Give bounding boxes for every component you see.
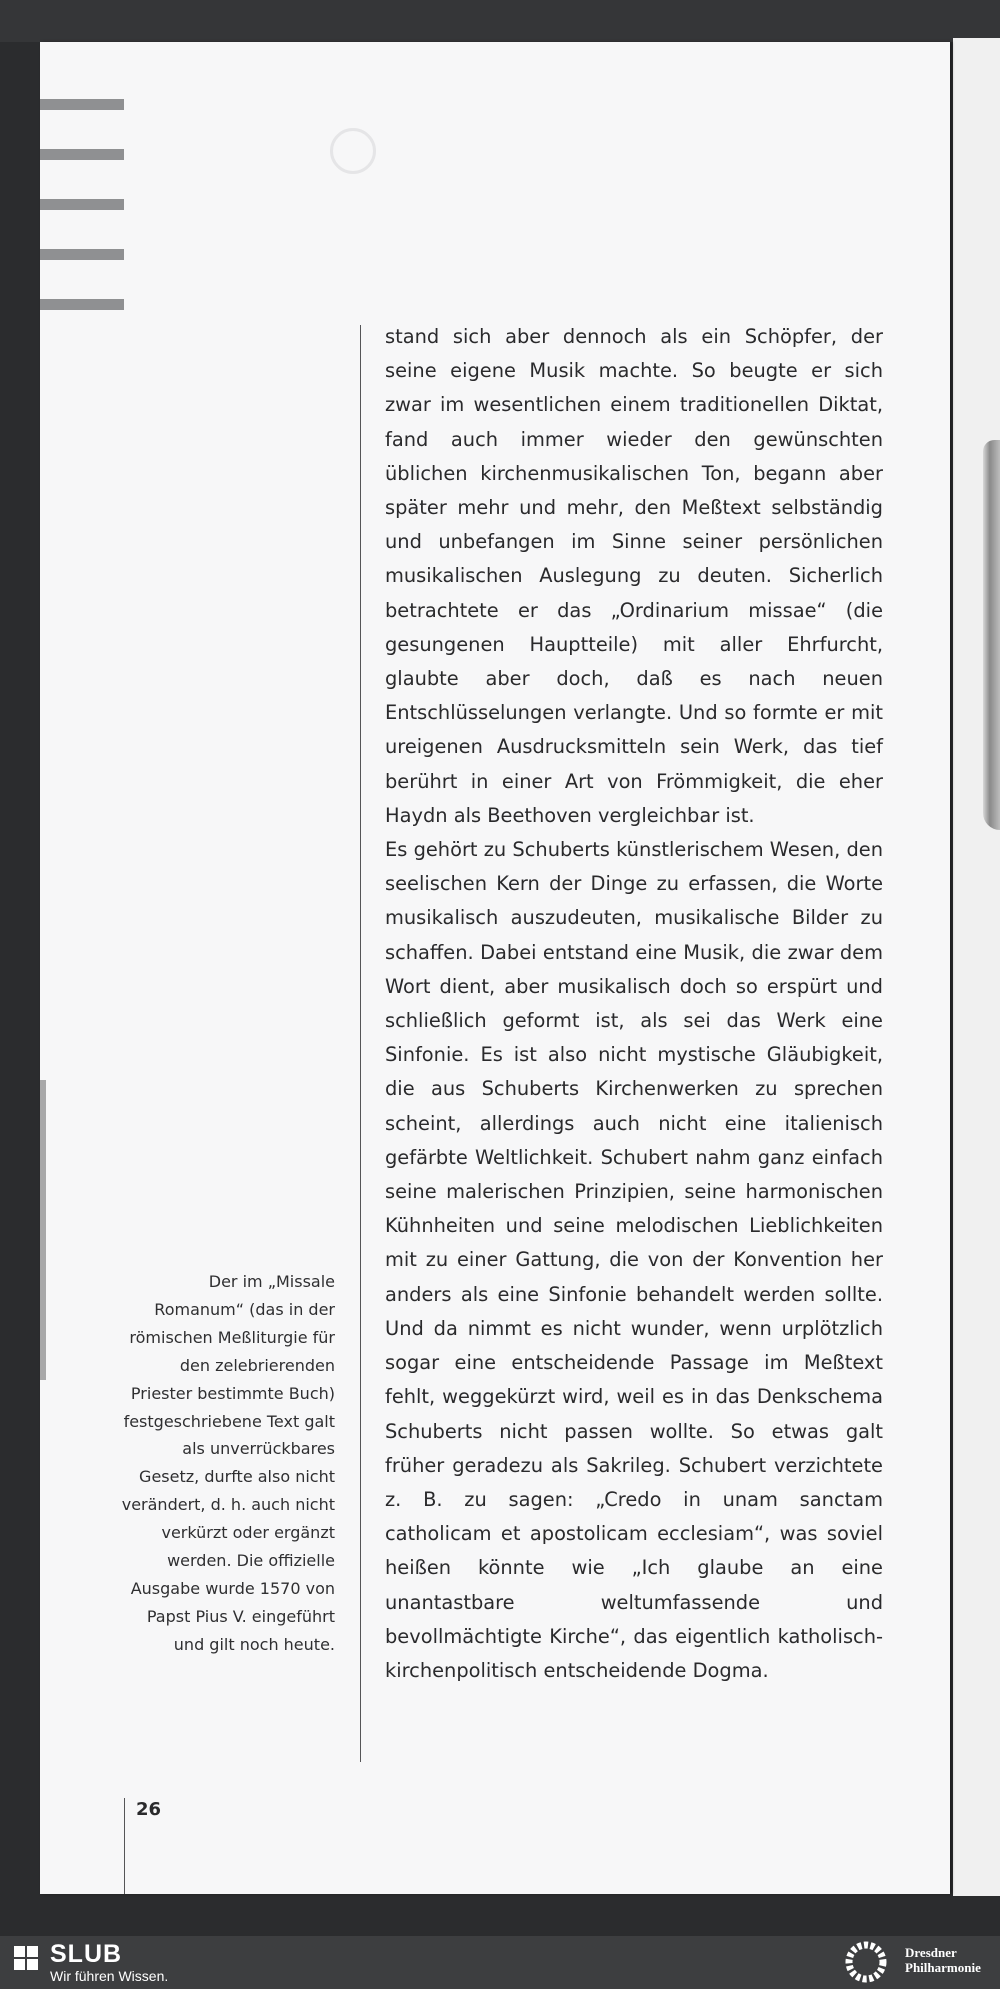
show-through-logo-icon xyxy=(330,128,376,174)
margin-bar-5 xyxy=(40,299,124,310)
partner-name[interactable] xyxy=(905,1945,981,1975)
column-rule xyxy=(360,325,361,1762)
main-paragraph-1: stand sich aber dennoch als ein Schöpfer, der seine eigene Musik machte. So beugte er sich zwar im wesentlichen einem traditionellen Diktat, fand auch immer wieder den gewünschten üblichen kirchenmusikalischen Ton, begann aber später mehr und mehr, den Meßtext selbständig und unbefangen im Sinne seiner persönlichen musikalischen Auslegung zu deuten. Sicherlich betrachtete er das „Ordinarium missae“ (die gesungenen Hauptteile) mit aller Ehrfurcht, glaubte aber doch, daß es nach neuen Entschlüsselungen verlangte. Und so formte er mit ureigenen Ausdrucksmitteln sein Werk, das tief berührt in einer Art von Frömmigkeit, die eher Haydn als Beethoven vergleichbar ist. xyxy=(385,325,883,827)
next-page-photo-edge xyxy=(983,440,1000,830)
scan-top-border xyxy=(0,0,1000,42)
slub-logo-icon xyxy=(12,1944,40,1972)
next-page-edge xyxy=(953,38,1000,1896)
main-paragraph-2: Es gehört zu Schuberts künstlerischem Wesen, den seelischen Kern der Dinge zu erfassen, die Worte musikalisch auszudeuten, musikalische Bilder zu schaffen. Dabei entstand eine Musik, die zwar dem Wort dient, aber musikalisch doch so erspürt und schließlich geformt ist, als sei das Werk eine Sinfonie. Es ist also nicht mystische Gläubigkeit, die aus Schuberts Kirchenwerken zu sprechen scheint, allerdings auch nicht eine italienisch gefärbte Weltlichkeit. Schubert nahm ganz einfach seine malerischen Prinzipien, seine harmonischen Kühnheiten und seine melodischen Lieblichkeiten mit zu einer Gattung, die von der Konvention her anders als eine Sinfonie behandelt werden sollte. Und da nimmt es nicht wunder, wenn urplötzlich sogar eine entscheidende Passage im Meßtext fehlt, weggekürzt wird, weil es in das Denkschema Schuberts nicht passen wollte. So etwas galt früher geradezu als Sakrileg. Schubert verzichtete z. B. zu sagen: „Credo in unam sanctam catholicam et apostolicam ecclesiam“, was soviel heißen könnte wie „Ich glaube an eine unantastbare weltumfassende und bevollmächtigte Kirche“, das eigentlich katholisch-kirchenpolitisch entscheidende Dogma. xyxy=(385,838,883,1682)
library-tagline: Wir führen Wissen. xyxy=(50,1968,169,1984)
margin-bar-3 xyxy=(40,199,124,210)
main-text-column xyxy=(385,320,883,1688)
margin-bar-4 xyxy=(40,249,124,260)
partner-name-line-1: Dresdner xyxy=(905,1945,957,1960)
library-name[interactable]: SLUB xyxy=(50,1940,123,1968)
margin-bar-1 xyxy=(40,99,124,110)
dresdner-philharmonie-logo-icon xyxy=(842,1938,890,1986)
page-number-rule xyxy=(124,1798,125,1894)
sidenote: Der im „Missale Romanum“ (das in der römischen Meßliturgie für den zelebrierenden Priester bestimmte Buch) festgeschriebene Text galt als unverrückbares Gesetz, durfte also nicht verändert, d. h. auch nicht verkürzt oder ergänzt werden. Die offizielle Ausgabe wurde 1570 von Papst Pius V. eingeführt und gilt noch heute. xyxy=(121,1272,335,1654)
partner-name-line-2: Philharmonie xyxy=(905,1960,981,1975)
margin-bar-2 xyxy=(40,149,124,160)
page-number: 26 xyxy=(136,1799,162,1820)
page-spine-shadow xyxy=(40,1080,46,1380)
